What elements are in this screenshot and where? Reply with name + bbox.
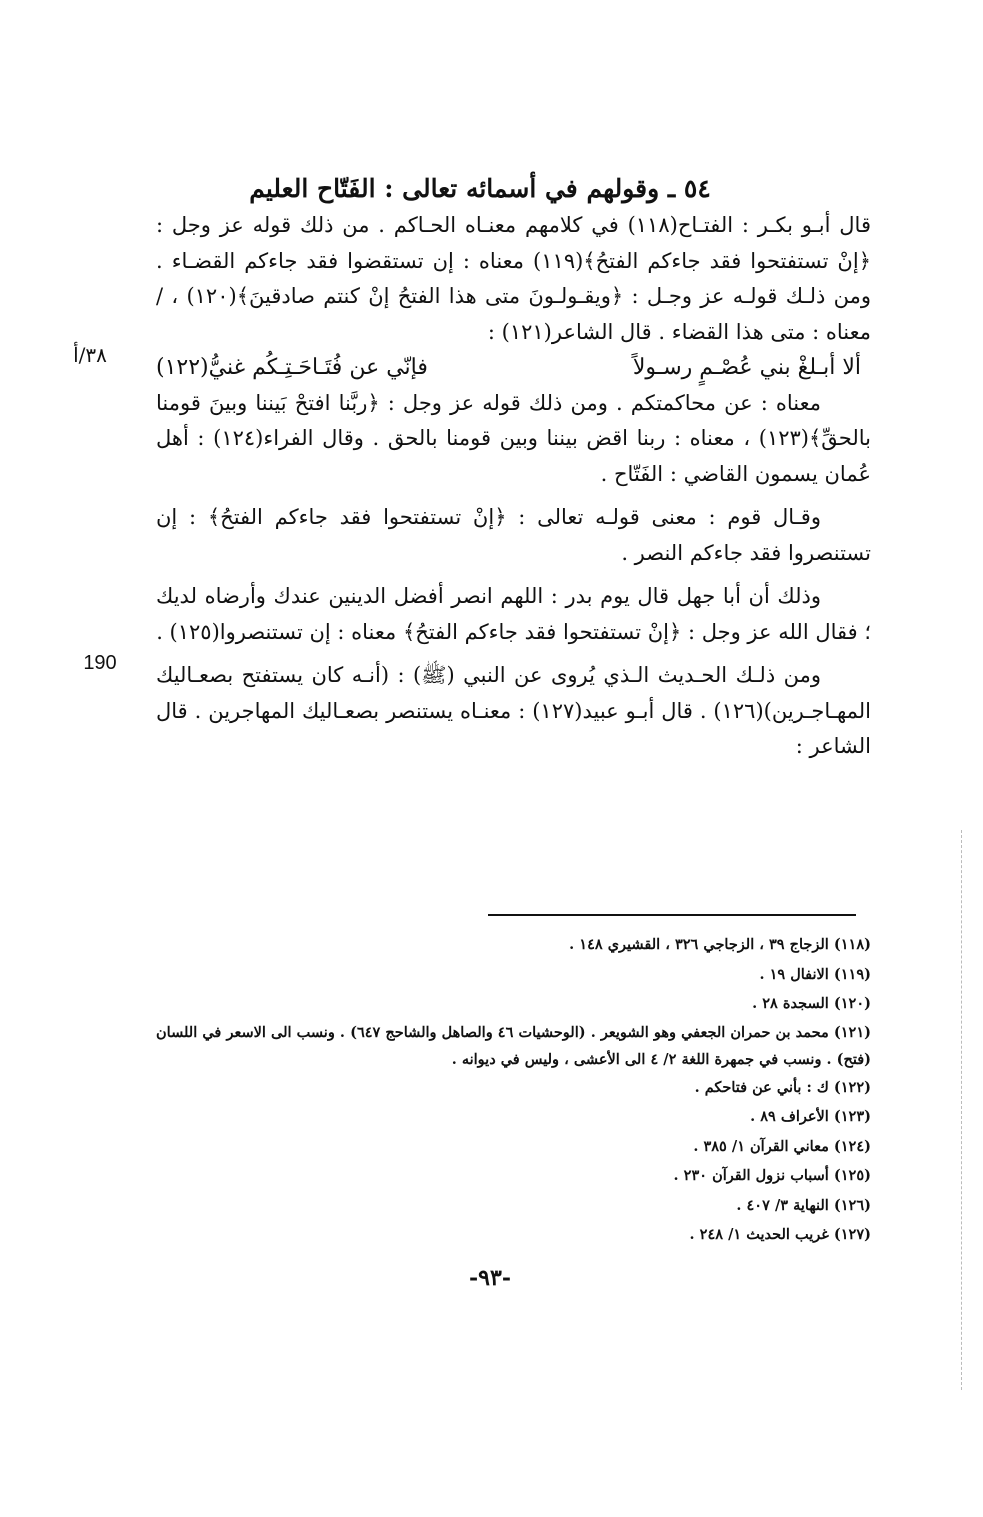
verse-second-hemistich: فإنّي عن فُتَـاحَـتِـكُم غنيُّ(١٢٢) [156,355,428,380]
verse-first-hemistich: ألا أبـلغْ بني عُصْـمٍ رسـولاً [632,355,861,380]
footnotes [156,930,871,1250]
footnote-124: (١٢٤) معاني القرآن ١/ ٣٨٥ . [693,1137,871,1155]
footnote-120: (١٢٠) السجدة ٢٨ . [752,995,871,1012]
footnote-126: (١٢٦) النهاية ٣/ ٤٠٧ . [736,1196,871,1214]
footnote-125: (١٢٥) أسباب نزول القرآن ٢٣٠ . [673,1167,871,1184]
section-heading: ٥٤ ـ وقولهم في أسمائه تعالى : الفَتّاح العليم [249,174,711,203]
footnote-123: (١٢٣) الأعراف ٨٩ . [750,1108,871,1125]
page-number: -٩٣- [469,1265,511,1291]
footnote-122: (١٢٢) ك : بأني عن فتاحكم . [694,1078,871,1096]
footnote-divider [488,914,856,916]
margin-folio-mark: ٣٨/أ [73,343,107,367]
scan-edge-line [961,830,962,1390]
paragraph-5: ومن ذلـك الحـديث الـذي يُروى عن النبي (ﷺ) : (أنـه كان يستفتح بصعـاليك المهـاجـرين)(١٢٦) . قال أبـو عبيد(١٢٧) : معنـاه يستنصر بصعـاليك المهاجرين . قال الشاعر : [156,663,871,758]
paragraph-2: معناه : عن محاكمتكم . ومن ذلك قوله عز وجل : ﴿ربَّنا افتحْ بَيننا وبينَ قومنا بالحقِّ﴾(١٢٣) ، معناه : ربنا اقض بيننا وبين قومنا بالحق . وقال الفراء(١٢٤) : أهل عُمان يسمون القاضي : الفَتّاح . [156,390,872,486]
footnote-118: (١١٨) الزجاج ٣٩ ، الزجاجي ٣٢٦ ، القشيري ١٤٨ . [569,936,871,953]
paragraph-1: قال أبـو بكـر : الفتـاح(١١٨) في كلامهم معنـاه الحـاكم . من ذلك قوله عز وجل : ﴿إنْ تستفتحوا فقد جاءكم الفتحُ﴾(١١٩) معناه : إن تستقضوا فقد جاءكم القضـاء . ومن ذلـك قولـه عز وجـل : ﴿ويقـولـونَ متى هذا الفتحُ إنْ كنتم صادقينَ﴾(١٢٠) ، / معناه : متى هذا القضاء . قال الشاعر(١٢١) : [156,213,871,344]
poetry-verse [156,350,871,386]
footnote-127: (١٢٧) غريب الحديث ١/ ٢٤٨ . [689,1226,871,1243]
main-text [156,208,871,765]
paragraph-4: وذلك أن أبا جهل قال يوم بدر : اللهم انصر أفضل الدينين عندك وأرضاه لديك ؛ فقال الله عز وجل : ﴿إنْ تستفتحوا فقد جاءكم الفتحُ﴾ معناه : إن تستنصروا(١٢٥) . [156,584,871,644]
paragraph-3: وقـال قوم : معنى قولـه تعالى : ﴿إنْ تستفتحوا فقد جاءكم الفتحُ﴾ : إن تستنصروا فقد جاءكم النصر . [156,505,871,565]
margin-page-number: 190 [83,652,117,674]
footnote-119: (١١٩) الانفال ١٩ . [759,965,871,983]
footnote-121: (١٢١) محمد بن حمران الجعفي وهو الشويعر . (الوحشيات ٤٦ والصاهل والشاحج ٦٤٧) . ونسب الى الاسعر في اللسان (فتح) . ونسب في جمهرة اللغة ٢/ ٤ الى الأعشى ، وليس في ديوانه . [156,1023,871,1068]
